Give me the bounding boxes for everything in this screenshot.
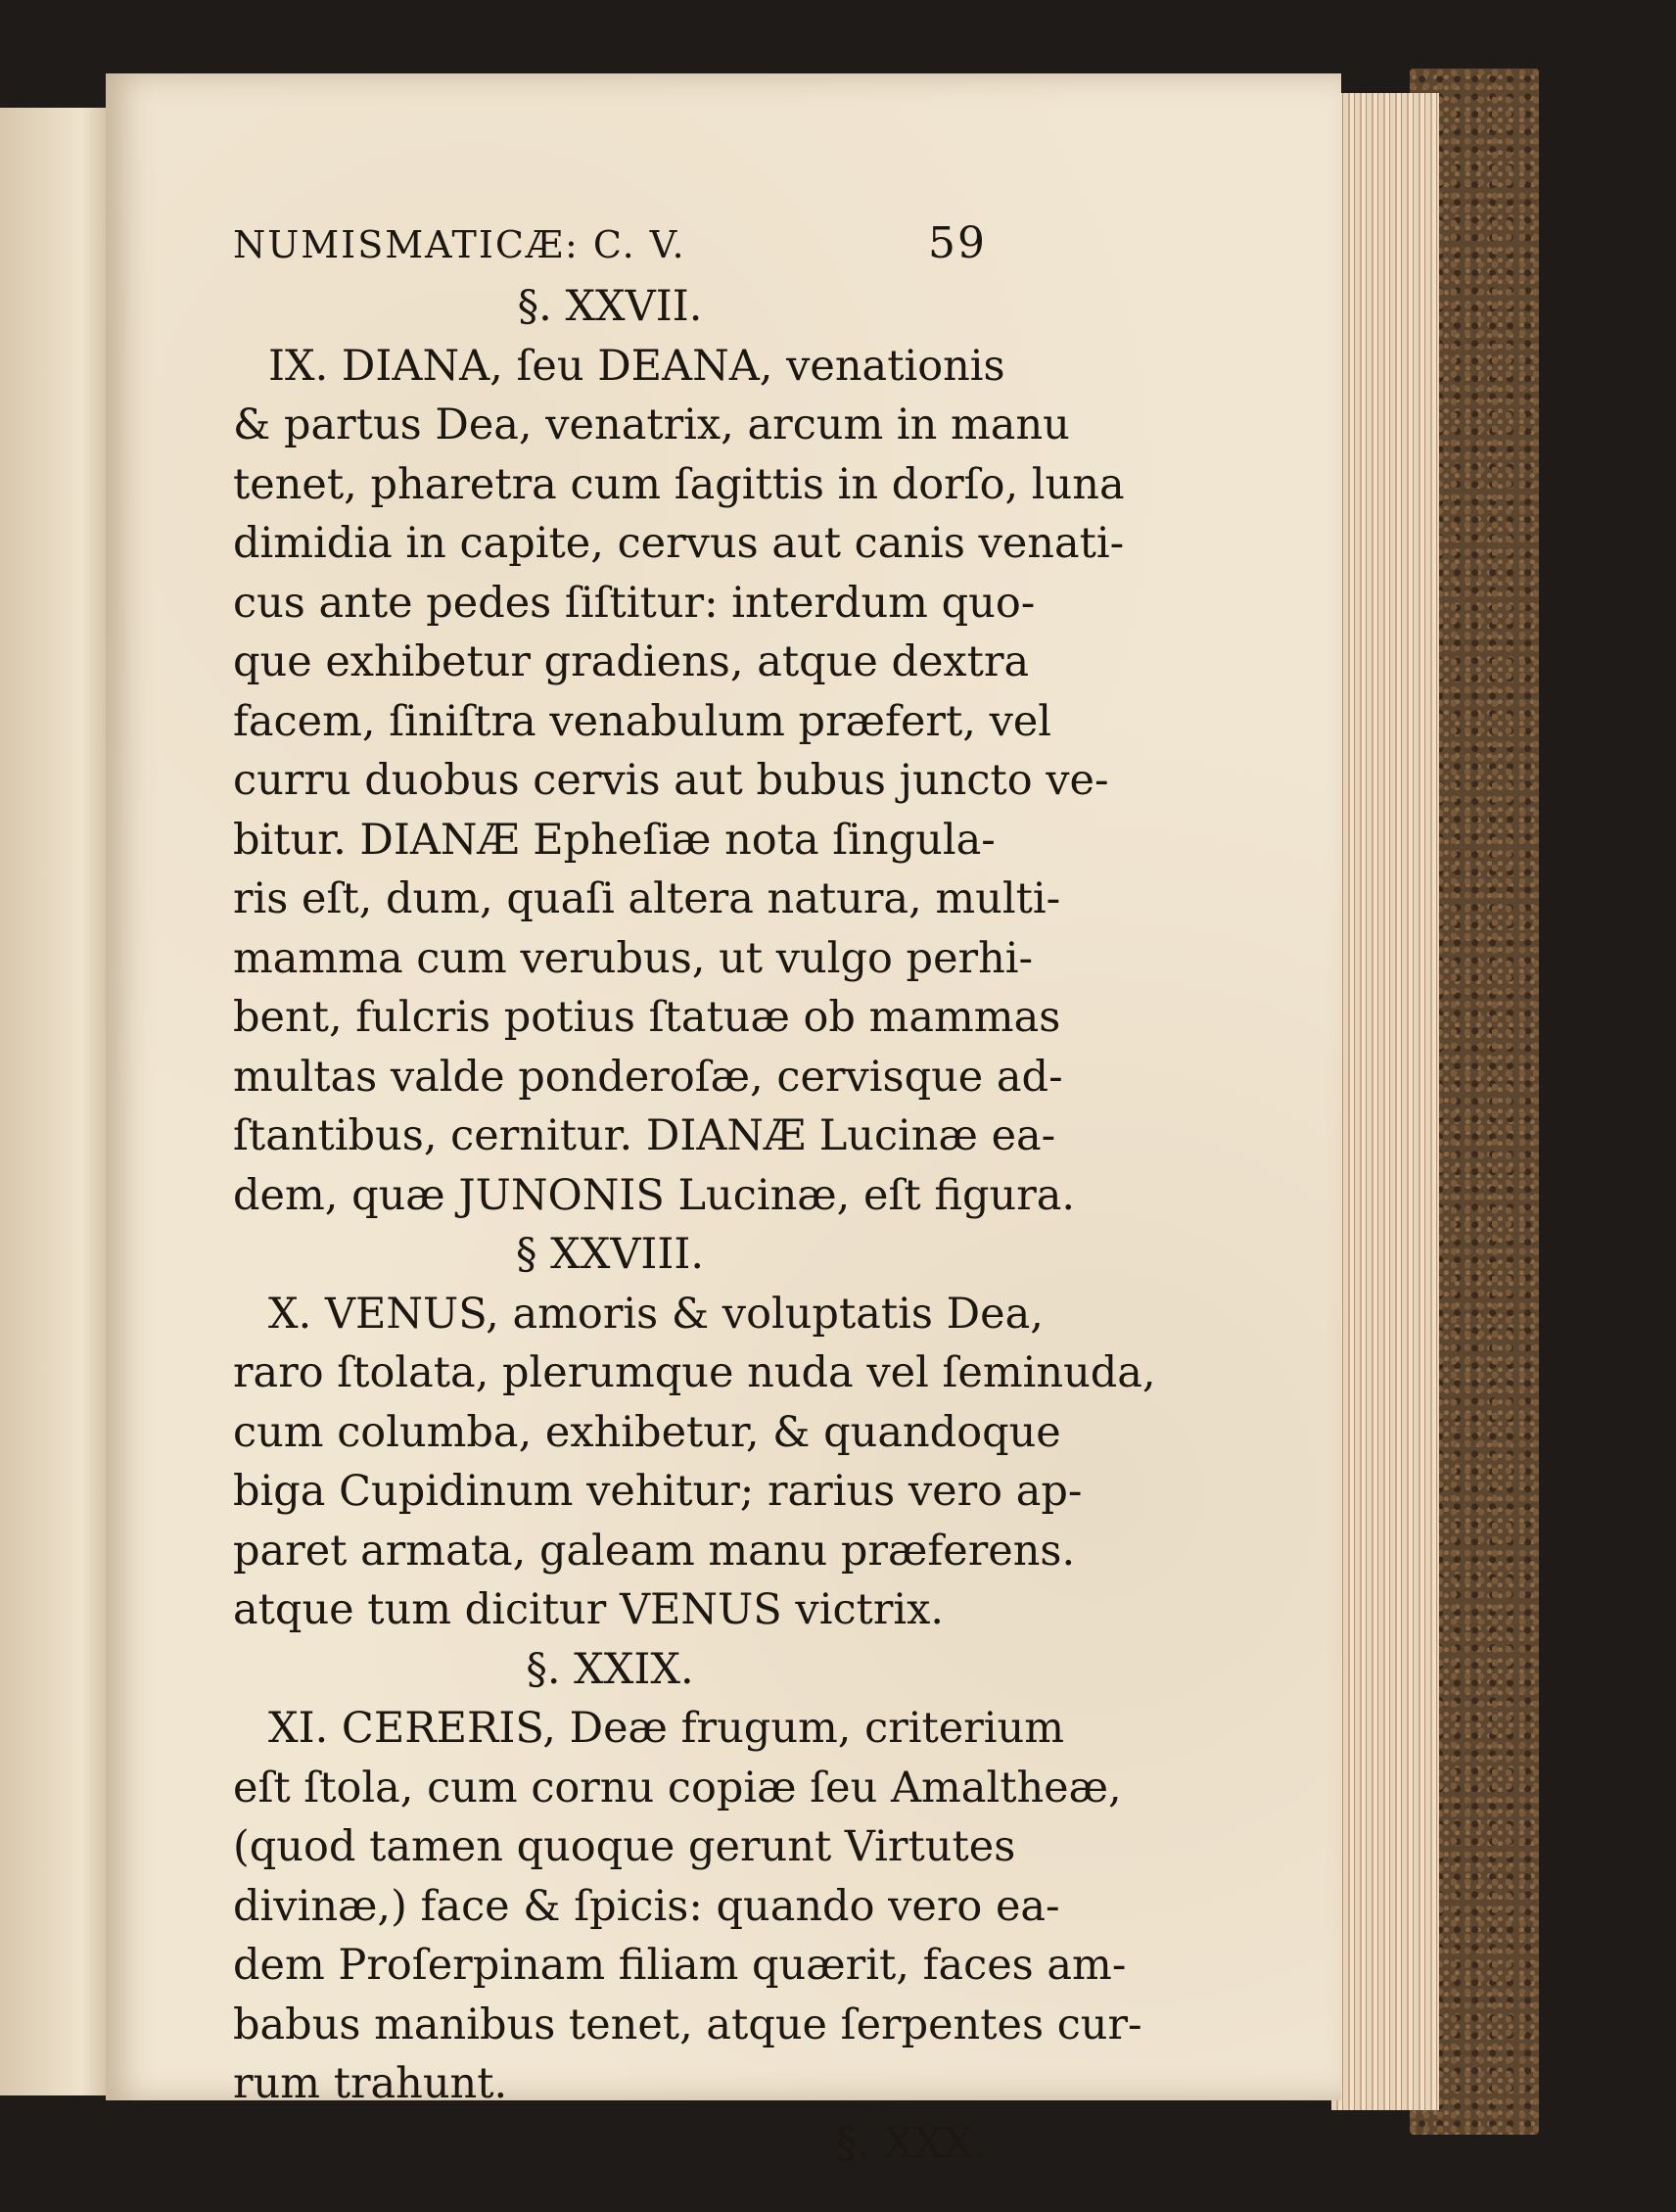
section-heading: § XXVIII.	[515, 1230, 705, 1279]
verso-page-edge	[0, 108, 117, 2095]
catchword: §. XXX.	[835, 2118, 987, 2168]
text-line: cum columba, exhibetur, & quandoque	[233, 1407, 1061, 1457]
text-line: cus ante pedes ſiſtitur: interdum quo-	[233, 578, 1036, 628]
text-line: tenet, pharetra cum ſagittis in dorſo, luna	[233, 459, 1125, 509]
text-line: bitur. DIANÆ Epheſiæ nota ſingula-	[233, 815, 996, 865]
text-line: raro ſtolata, plerumque nuda vel ſeminuda,	[233, 1348, 1156, 1397]
page-fore-edge	[1331, 93, 1439, 2110]
text-line: dem Proſerpinam filiam quærit, faces am-	[233, 1941, 1127, 1990]
page-number: 59	[928, 218, 987, 268]
text-line: paret armata, galeam manu præferens.	[233, 1526, 1076, 1576]
text-line: ſtantibus, cernitur. DIANÆ Lucinæ ea-	[233, 1111, 1056, 1160]
text-line: divinæ,) face & ſpicis: quando vero ea-	[233, 1881, 1060, 1931]
text-line: dem, quæ JUNONIS Lucinæ, eſt figura.	[233, 1170, 1076, 1220]
text-line: XI. CERERIS, Deæ frugum, criterium	[268, 1704, 1065, 1753]
text-line: que exhibetur gradiens, atque dextra	[233, 637, 1030, 686]
page-text-block	[233, 218, 1156, 2173]
text-line: atque tum dicitur VENUS victrix.	[233, 1585, 945, 1634]
text-line: babus manibus tenet, atque ſerpentes cur-	[233, 2000, 1142, 2049]
text-line: mamma cum verubus, ut vulgo perhi-	[233, 933, 1034, 983]
running-title: NUMISMATICÆ: C. V.	[233, 223, 686, 266]
text-line: eſt ſtola, cum cornu copiæ ſeu Amaltheæ,	[233, 1763, 1122, 1812]
book-page	[106, 73, 1341, 2168]
running-header	[233, 218, 987, 277]
text-line: & partus Dea, venatrix, arcum in manu	[233, 400, 1070, 449]
text-line: (quod tamen quoque gerunt Virtutes	[233, 1822, 1016, 1871]
text-line: multas valde ponderoſæ, cervisque ad-	[233, 1052, 1063, 1102]
section-heading: §. XXVII.	[517, 282, 703, 331]
text-line: rum trahunt.	[233, 2059, 508, 2108]
text-line: bent, fulcris potius ſtatuæ ob mammas	[233, 993, 1061, 1042]
text-line: dimidia in capite, cervus aut canis venati-	[233, 519, 1125, 568]
text-line: biga Cupidinum vehitur; rarius vero ap-	[233, 1467, 1083, 1516]
text-line: X. VENUS, amoris & voluptatis Dea,	[268, 1289, 1044, 1339]
text-line: facem, ſiniſtra venabulum præfert, vel	[233, 696, 1052, 746]
text-line: ris eſt, dum, quaſi altera natura, multi-	[233, 874, 1061, 923]
text-line: IX. DIANA, ſeu DEANA, venationis	[268, 341, 1005, 391]
text-line: curru duobus cervis aut bubus juncto ve-	[233, 756, 1109, 805]
section-heading: §. XXIX.	[526, 1644, 694, 1694]
